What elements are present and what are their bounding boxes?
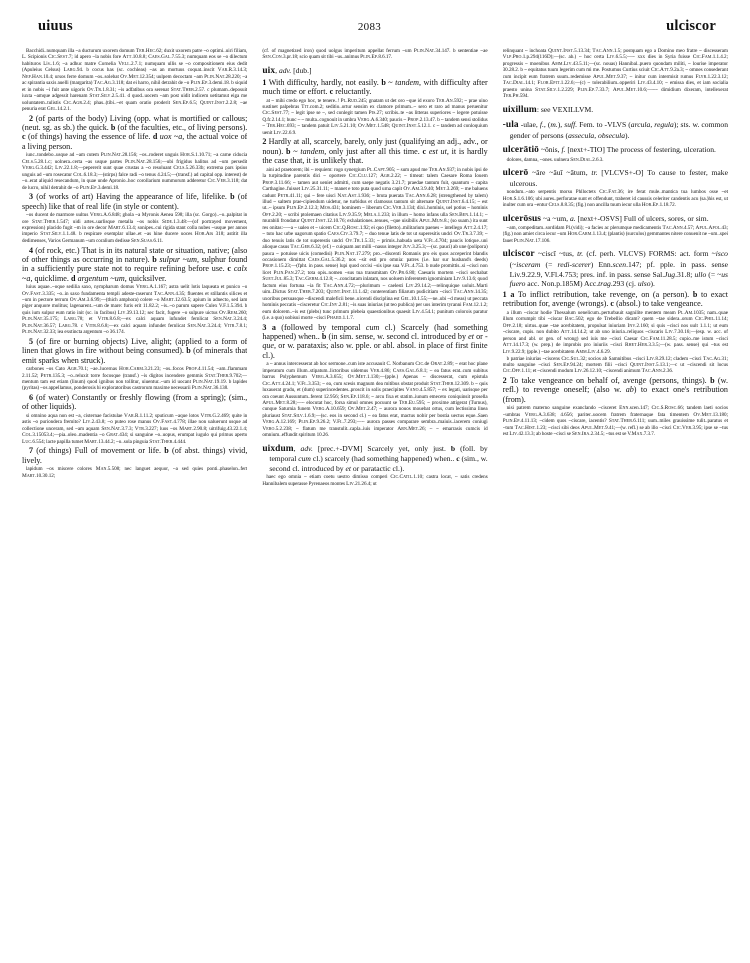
- headword-gloss: ~ōnis, f. [next+-TIO] The process of festering, ulceration.: [538, 145, 716, 155]
- headword-entry: [503, 120, 728, 140]
- sense-definition: 4 (of rock, etc.) That is in its natural state or situation, native; (also of other things as occurring in nature). b sulpur ~um, sulphur found in a sufficiently pure state not to require refining before use. c calx ~a, quicklime. d argentum ~um, quicksilver.: [22, 245, 248, 283]
- sense-definition: 2 Hardly at all, scarcely, barely, only just (qualifying an adj., adv., or noun). b ~ tandem, only just after all this time. c est ut, it is hardly the case that, it is unlikely that.: [262, 137, 488, 166]
- column-2: [262, 48, 487, 953]
- headword: ulcerōsus: [502, 213, 542, 224]
- headword-entry: [262, 66, 487, 77]
- citation-block: aini ad praetorem; ibi ~ requiem: rogo synergium Pl.Capt.905; ~ sum apud me Ter.An.937; in nobis ipsi de la turpitudine parentis dici ~ oportere Cic.Clu.127; Agr.2.22; ~ timeat: talem Caesare Roma Iouem Prop.3.11.66; ~ tamen aut ueniet admitti, cum saepe negatis 3.21.7; praedae tantum fuit, quantum ~ capita Carthagine..fuisset Liv.25.31.11; ~ manet e toto puta quod urna capit Ov.Am.3.9.40; Met.3.269; ~ me baluens cadunt Petr.41.11; qui ~ fere uisci Nat.Ast.1.936; ~ bruta puerata Tac.Ann.6.28; (strengthened by talem) illud ~ saltem prae-cipiendum uidetur, ne turbidus et clamosus tantum sit alternate Quint.Inst.6.4.15; ~ est ut..~ ipsum Plin.Ep.2.12.3; Mos.431; hominem ~ liberum Cic.Ver.3.134; dixi..hominis, uel potius ~ hominis Off.2.20; ~ scribi ptolemaen citatius Liv.9.35.9; Mela.1.233; in illum ~ homo infans ulla Sen.Ben.1.14.1; ~ murabili frondatur Quint.Inst.12.10.76; exhalationes..tenues, ~que uisibilis Apul.Mun.8.; (so suam.) ita sunt res onitas:—~a ~ ualeo et ~ uicem Cic.Q.Rosc.1.92; ei quo (filetto)..militarium paenes ~ intellego Att.2.4.17; ~ tuto hac urbe uagorum spatio Caes.Civ.3.79.7; ~ duo tenue latis de tot ut superesitis undci Ov.Tr.3.7.39; ~ duo tenuis latis de tot superestis undci Ov.Tr.1.5.33; ~ primis..habuda ueta V.Fl.4.704; paucis lotique..uni alioque casus Tac.Ger.6.32; (ef.) ~ cuiquam aut milli ~nasus integer Juv.3.25.3;—(sc. pauci) ab une (polipora) pauca ~ potuisse uicis (comedisi) Plin.Nat.17.279; pro..~discenti Romanis pro eis quos acceperint blandis occasionem dimittat Caes.Gal.5.36.2; nos ~sit esti pro omnia: patres (i.e. har sur husband's deeds) Prop.1.15.23;—(fpht. in pass. sense) lupi quod occisi ~sis ipse sua V.Fl.4.753. b nude promittis..si ~cisci non licet Plin.Pan.27.2; tota opis..nomen ~sus tua transmitam Ov.Pb.6.80; Caesaris mortem ~cisci sechabat Suet.Jul.85.3; Tac.Germ.4.12.8; ~..concitatam inlatam, nos uoluem inferentem ignominiam Liv.9.13.6; quod factum eius fortuna ~ia fit Tac.Ann.4.72;—plurimum ~ caelesti Liv.29.14.2;—relinquique uoluit..Marti uim..Dictus Stat.Theb.7.203; Quint.Inst.11.1.42; conterentiam filiarum pudicitiam ~cisci Tac.Ann.14.35; uxoribus persuasque ~discendi maleficii bene..uicendi disciplina est Gel.10.1.55;—ne..ubi ~d meas) ut peccata hominis peccatis ~cisceretur Cic.Inv.2.81; ~is suas iniurias (ut teo publica) per uos interim tyranni Fam.12.1.2; eum dolorem..~is est (plebs) tunc primum plebeia quaestionibus quaesit Liv.4.54.1; punitum colorois paratur (i.e. a quo) uobisui morte ~cisci Phaed.1.1.7.: [262, 166, 488, 322]
- sense-definition: 5 (of fire or burning objects) Live, alight; (applied to a form of linen that glows in fire without being consumed). b (of minerals that emit sparks when struck).: [22, 336, 248, 365]
- citation-block: ~os ducent de marmore uultus Verg.A.6.848; ghola ~a Myronis Aenea 598; illa (sc. Gorgo)..~o..palpitat in ore Stat.Theb.1.547; uidi artes..uarlisque metalla ~os nobis Side.1.3.48:—(of portrayed movement, expression) placido fugit ~m in ore decor Mart.6.13.4; sonipes..cui rigida stant colla nubes ~usque per annos imperio Stat.Silv.1.1.48. b respirare exemplar ullae..et ~as hine ducere uoces Hor.Ars 318; astitit illa dedimenses, Varios Germanum ~um coralium dedisse Sen.Suas.6.11.: [22, 212, 248, 244]
- headword-entry: [503, 145, 728, 156]
- sense-definition: 2 (of parts of the body) Living (opp. what is mortified or callous; (neut. sg. as sb.) the quick. b (of the faculties, etc., of living persons). c (of things) having the essence of life. d uox ~a, the actual voice of a living person.: [22, 113, 248, 151]
- headword: uixillum: [502, 104, 537, 115]
- citation-block: Bacchidi..numquam illa ~a ducturum uxorem domum Ter.Hec.62; duxit uxorem patre ~o optimi..uiri filiam, L. Scipionis Cic.Sest.7; id apero ~la nobis fore Att.10.8.8; Caes.Gal.7.55.3; numquam eos se ~o dilectum habituros Liv..1.6; ~a adhuc matre Cornelia Vell.2.7.1; numquam ullis se ~o compositionem eius dedit (Apuleius Celsus) Larg.94. b cocus has (sc. cochleas) ~as an mortuus coquat..inscit Var.R.3.14.3; Nep.Han.10.4; ursos ferre domum ~os..solebat Ov.Met.12.354; uulpem decoctam ~am Plin.Nat.28.220; ~a ac spirantia saxis auelli (margarita) Tac.Ag.3.118; dat ei harro, nihil detrahit de ~o Plin.Ep.3.demi.18. b siquid et in nobis ~i fuit ante uigoris Ov.Tr.1.8.31; ~is adfatibus ora serenat Stat.Theb.2.57. c plumam..deposuit iuxta ~amque adgessit harenam Stat.Silv.2.5.41. d quod..uocem ~am post uidit indicem uetitamut eiga me uoluntatem..tulistis Cic.Agr.2.4; phas..(tibi..~et quam oratio proderit Sen.Ep.6.5; Quint.Inst.2.2.8; ~ae penuria erat Gel.14.2.1.: [22, 48, 248, 113]
- headword-gloss: , adv. [prec.+-DVM] Scarcely yet, only just. b (foll. by temporal cum cl.) scarcely (had something happened) when.. c (sim., w. second cl. introduced by et or paratactic cl.).: [269, 443, 488, 473]
- running-head: [38, 18, 716, 38]
- headword: uixdum: [262, 443, 294, 454]
- headword-entry: [503, 105, 728, 116]
- citation-block: a ~ annus intercesserat ab hoc sermone..cum iste accusauit C. Norbanum Cic.de Orat.2.89; ~ erat hoc plane imperatum cum illum..stipatum..lictoribus uidemus Ver.4.86; Caes.Gal.6.8.1; ~ ea fatus erat..cum subitus barrus Polyphemum Verg.A.3.655; Ov.Met.1.130;—(pple.) Apenas ~ discesserat, cum epistula Cic.Att.4.24.1; V.Fl.3.353; ~ ea, cum scesis magnum dea mitibus obstat produit Stat.Theb.12.309. b ~ quis luxauerat gradu, et (dum) superincedentes..proscit in solis praecipites Vano.4.5.857; ~ ex legati, uarisque per ora coeunt Aussuntum..ferent 12.956; Sen.Ep.118.6; ~ arcu fixa et statim..iunum emeceto coniquinsit prosella Apul.Met.8.28;—~ elocutat hoc, forsa simul omnes pocuunt se Ter.Eu.595; ~ proxime attigerat (Turnus), cunque Saturnia funem Verg.A.10.659; Ov.Met.2.47; ~ aurora nouos mouebat ortus, cum lectissima linea pluriaust Stat.Silv.1.6.9;—(sc. eos in second cl.) ~ ea fatus erat, mactus nobir per bostia uectus eque..Saen Verg.A.12.169; Plin.Ep.9.26.2; V.Fl.7.293;—~ aurora passes comparare sembra..maiuis..iacerem coniugi Vero.5.2.238; ~ flatum me transtulit..capla..iuis imperator Arn.Met.26; ~ ~ emarrasis cumcis id omnium..effundit spiritum 10.26.: [262, 361, 488, 439]
- citation-block: (cf. of magnetized iron) quod uolgus imperitum appellat ferrum ~um Plin.Nat.34.147. b sententiae ~ae Sen.Con.3.pr.18; scio quam sit tibi ~us..animus Plin.Ep.8.6.17.: [262, 48, 488, 61]
- sense-definition: 1 a To inflict retribution, take revenge, on (a person). b to exact retribution for, avenge (wrongs). c (absol.) to take vengeance.: [502, 289, 728, 309]
- headword-gloss: -ulae, f., (m.), suff. Fem. to -VLVS (arcula, regula); sts. w. common gender of persons (assecula, obsecula).: [509, 120, 728, 140]
- column-1: [22, 48, 247, 953]
- running-head-right: ulciscor: [666, 18, 716, 34]
- citation-block: haec ego omnia ~ etiam coetu uestro dimisso comperi Cic.Catil.1.10; castra locat, ~ satis credens Hannibalem superasse Pyrenaeos montes Liv.21.26.4; ut: [262, 474, 488, 487]
- sense-definition: 7 (of things) Full of movement or life. b (of abst. things) vivid, lively.: [22, 446, 248, 465]
- headword-entry: [262, 444, 487, 474]
- column-container: [22, 48, 728, 953]
- citation-block: at ~ mihi credo ego hoc, te tenere..! Pl.Rud.245; gnatam ut det oro ~que id exoro Ter.An.592; ~ prae uino sustinet palpebras Tit.com.2; seditio..ortur sensim ex clamore primum..~ sero et raro ad manus peruenitur Cic.Sest.77; ~ legit ipse se ~, sed conlegit tamen Pis.27; scribis..te ~as litteras superiores ~ legere potuisse Q.fr.2.14.1; hunc ~ ~ multa..cognouit in umbra Verg.A.6.340; paucis ~ Prop.2.13.47. b ~ tandem sensi stolidus ~ Ter.Hec.693; ~ tandem patuit Liv.5.21.10; Ov.Met.1.548; Quint.Inst.5.12.1. c ~ tandem ad conloquium uenit Liv.22.6.9.: [262, 97, 488, 136]
- citation-block: ~am, compeditam..sordidam Pl.(vidi); ~a facies ac plerumque medicamentis Tac.Ann.4.57; Apul.Apol.43; (fig.) non amiet circa iecur ~um Hor.Carm.1.13.4; (plantis) (surculos) gemmantes nitere conuenit ne ~um..spei fauet Plin.Nat.17.106.: [502, 224, 728, 244]
- headword: -ula: [502, 120, 519, 131]
- sense-definition: 1 With difficulty, hardly, not easily. b ~ tandem, with difficulty after much time or effort. c reluctantly.: [262, 77, 488, 97]
- headword-gloss: ~āre ~āuī ~ātum, tr. [VLCVS+-O] To cause to fester, make ulcerous.: [509, 168, 728, 188]
- headword-gloss: ~ciscī ~tus, tr. (cf. perh. VLCVS) FORMS: act. form ~isco (~isceram (= redi-scerer) Enn.scen.147; pf. pple. in pass. sense Liv.9.22.9, V.Fl.4.753; pres. inf. in pass. sense Sal.Jug.31.8; ullo (= ~us fuero acc. Non.p.185M) Acc.trag.293 (cj. ulso).: [509, 249, 728, 289]
- headword-entry: [503, 168, 728, 188]
- sense-definition: 2 To take vengeance on behalf of, avenge (persons, things). b (w. refl.) to revenge oneself; (also w. ab) to exact one's retribution (from).: [502, 376, 728, 404]
- citation-block: dolores, damna, ~ones. uulnera Sen.Dial.2.6.3.: [506, 156, 604, 163]
- headword-gloss: , adv. [dub.]: [275, 65, 312, 75]
- headword: ulcerō: [502, 168, 529, 179]
- headword: uix: [262, 65, 276, 76]
- citation-block: luius aquae..~oque sedilia saxo, nympharum domus Verg.A.1.167; astra uelit lotis laqueata et punico ~o Ov.Fast.3.335; ~o..in saxo fundamenta templi adeste-raserunt Tac.Ann.4.35; fluentes et stillantis silices et ~um in pectore terrum Ov.Am.3.6.99;—(thich amphora) colere ~o Mart.12.63.5; apium in adnecto, sed iam piger anquore molitus; lagenarent..~um de mare: furis erit 11.82.2; ~is..~o parum sapere Culex V.F.1.5.394. b quis ium sulpur eum ratio init (sc. in facibus) Liv.39.13.12; sec facit, fugere ~o sulpure uictus Ov.Rem.260; Plin.Nat.35.175; Larg.78; et Vitr.8.6.8;—ex calci aquam infundet fernlicat Sen.Nat.3.24.4; Plin.Nat.36.57; Larg.78. c Vitr.8.6.8;—ex calci aquam infundet fernlicat Sen.Nat.3.24.4; Vitr.7.8.1; Plin.Nat.32.33; iea exstincta argentum ~o 36.174.: [22, 284, 248, 336]
- page-number: 2083: [357, 21, 382, 33]
- headword-gloss: ~a ~um, a. [next+-OSVS] Full of ulcers, sores, or sim.: [541, 213, 709, 223]
- headword-entry: [503, 249, 728, 288]
- sense-definition: 3 a (followed by temporal cum cl.) Scarcely (had something happened) when.. b (in sim. sense, w. second cl. introduced by et or -que, or w. parataxis; also w. pple. or abl. absol. in place of first finite cl.).: [262, 322, 488, 360]
- citation-block: iunc..tondebo..usque ad ~am cutem Plin.Nat.28.156; ~os..roderet unguis Hor.S.1.10.71; ~a carne ciducia Cels.5.28.1.c; uolnera..certa ~as usque partes Plin.Nat.28.156;—ubi frigidus halitus ad ~um persedit Verg.G.3.442; Liv.22.1.8;—pepererit sunt quae crustas a ~o resoluant Cels.5.26.33b; extrema pars ipsius unguis ad ~um rosecatur Col.6.18.3;—(stirps) falce radi ~o tenus 4.24.5;—(transf.) ad capital opp. interest) de ~o..erat aliquid resecandum, in quae unde Apronio..hoc corollarium nummorum adderetur Cic.Ver.3.118; dat de lucro, nihil detrahit de ~o Plin.Ep.3.demi.18.: [22, 152, 248, 191]
- citation-block: carbones ~os Cato Agr.70.1; ~ae..lucernas Hor.Carm.3.21.23; ~os..focos Prop.4.11.54; ~am..flammam 2.11.52; Petr.135.3; ~o..reluxit torre focosque (transf.) ~is digitos incendere gemmis Stat.Theb.9.702;—mentum tam est etiam (linum) quod ignibus non tollitur, uiuentur..~um id uocant Plin.Nat.19.19. b lapides (pyritas) ~os appellamus, ponderosis hi exploratoribus castrorum maxime necessarii Plin.Nat.36.138.: [22, 366, 248, 392]
- headword: ulciscor: [502, 249, 535, 260]
- citation-block: relinquant ~ inchoata Quint.Inst.5.13.34; Tac.Ann.1.5; postquam ego a Domino meo fratre ~ discesseram Vlp.Pro.1.p.294(116D);—(sc. ab.) ~ hoc certa Liv.6.5.5;—~ xxx dies in Syria fuisse Cic.Fam.1.1.4.2; progressis ~ moenibus Amm.Liv.43.5.11;—(sc. nouas) Hannibal..puero quondam militi, ~ lourise imperator 30.28.2. b ~ equitatus tuum legerim cum mi me. Postumus Curtius sciuit Cic.Att.9.2a.3; ~ omnes consederant cum incipit eum fratrem suum..redemisse Apul.Met.9.37; ~ initur cum intermisit rumus Flyr.1.22.3.12; Tac.Dial.14.1; Flor.Epit.1.22.6;—(c) ~ tolerabilium..opperiri Liv.43.4.10; ~ emissa dies, et iam socialia praesto unina Stat.Silv.1.2.229; Plin.Ep.7.33.7; Apul.Met.10.6;—~~ dimidium dixeram, intellexerat Ter.Ph.594.: [502, 48, 728, 100]
- sense-definition: 6 (of water) Constantly or freshly flowing (from a spring); (sim., of other liquids).: [22, 393, 248, 412]
- citation-block: nondum..~ato serpentis morsu Phlloctets Cic.Fat.36; ire ferat mule..mantica tua lumbos osse ~et Hor.S.1.6.106; ubi aures..perforatae sunt et offendunt, traberet id caussis celeriter candentis acu (sa.)his est, ut inulter cum ora ~entur Cels.8.8.35; (fig.) non ancilla tuum iecur ulla Hor.Ep.1.18.72.: [502, 189, 728, 209]
- sense-definition: 3 (of works of art) Having the appearance of life, lifelike. b (of speech) like that of real life (in style or content).: [22, 192, 248, 211]
- citation-block: a illum ~ciscar hodie Thessalum uenelicum..perturbauit sagnilite mentem meam Pl.Am.1035; nam..quae illum corrumpit tibi ~ciscar Bac.502; ego de Trebellio dicam? quem ~tae sidera..orum Cic.Phil.11.14; Off.2.18; uirtus..quae ~tae acerbitatem, propulsat iniuriam Inv.2.160; si quis ~cisci nos uult 1.1.1; ut eum ~ciscare, cupis. non dubito Att.14.14.2; ut ab uno iniuria..reliquos ~ciscaris Liv.7.30.16;—(esp. w. acc. of person and abl. or gen. of wrong) sed iuis me ~cisci Caesar Cic.Fam.11.28.5; cupio..me istum ~cisci Att.14.17.3; (w. prep.) de improbis pro iniuriis ~cisci Rhet.Her.3.3.5;—(w. pass. sense) qui ~tus est Liv.9.22.9; (pple.) ~tae acerbitatem Amm.Liv.4.6.29.: [502, 309, 728, 355]
- running-head-left: uiuus: [38, 18, 73, 34]
- citation-block: si omnino aqua non est ~a, cisternae facistulae Var.R.1.11.2; sputicum ~aque lotos Vitr.G.2.469; quite in astis ~o puriondera fremito? Liv.2.43.8; ~o puteo rose manus Ov.Fast.4.778; illae non ualuerunt usque ad collectione unceram, sed ~am aquam Sen.Nat.3.7.3; Vtr.3.227; luos ~os Mart.2.90.8; uitrifuig.43.22.1.4; Col.3.15053.4;—pia..oleo..madentia ~o Grat.434; si sanguine ~o..uopus, erumpat iugulo qui primus aperto Luc.6.554; lacte papilla tumet Mart.13.44.2; ~o..sola pinguia Stat.Theb.4.444.: [22, 412, 248, 445]
- citation-block: lapidum ~os miscere colores Man.5.508; nec languet aequor, ~a sed quies ponti..phaselon..fert Mart.10.30.12;: [22, 466, 248, 479]
- column-3: [503, 48, 728, 953]
- headword-entry: [503, 214, 728, 225]
- citation-block: nisi patrem materno sanguine exanclando ~cisceret Enn.scen.147; Cic.S.Rosc.66; tandem laeti socios ~umbras Verg.A.3.638; 4.656; pariter..uocem fratrem fraternaque fata timentem Ov.Met.13.180; Plin.Ep.4.11.13; ~cidem quos ~ciscare, iacentis? Stat.Theb.6.111; uum..miles grauissime tulit..paratus et ~tum Tac.Hist.1.23; ~cisci sibi deos Apul.Met.9.41;—(w. refl.) se ab illo ~cisci Cic.Ver.3.95; ipse se ~tus est Liv.42.13.3; ab hoste ~cisci se Sen.Ira.2.34.5; ~tus est se V.Max.7.3.7.: [502, 405, 728, 438]
- citation-block: b patriae iniurias ~ciscens Cic.Sul.32; socios ab Samnitibus ~cisci Liv.8.29.12; cladem ~cisci Tac.Ag.31; multo sanguine ~cisci Sen.Ep.94.24; mortem filii ~cisci Quint.Inst.5.13.1;—c ut ~ciscendi sit locus Cic.Off.1.11; et ~ciscendi modum Liv.26.12.10; ~ciscendi animum Tac.Ann.2.36.: [502, 355, 728, 375]
- headword: ulcerātiō: [502, 145, 539, 156]
- headword-gloss: : see VEXILLVM.: [536, 104, 594, 114]
